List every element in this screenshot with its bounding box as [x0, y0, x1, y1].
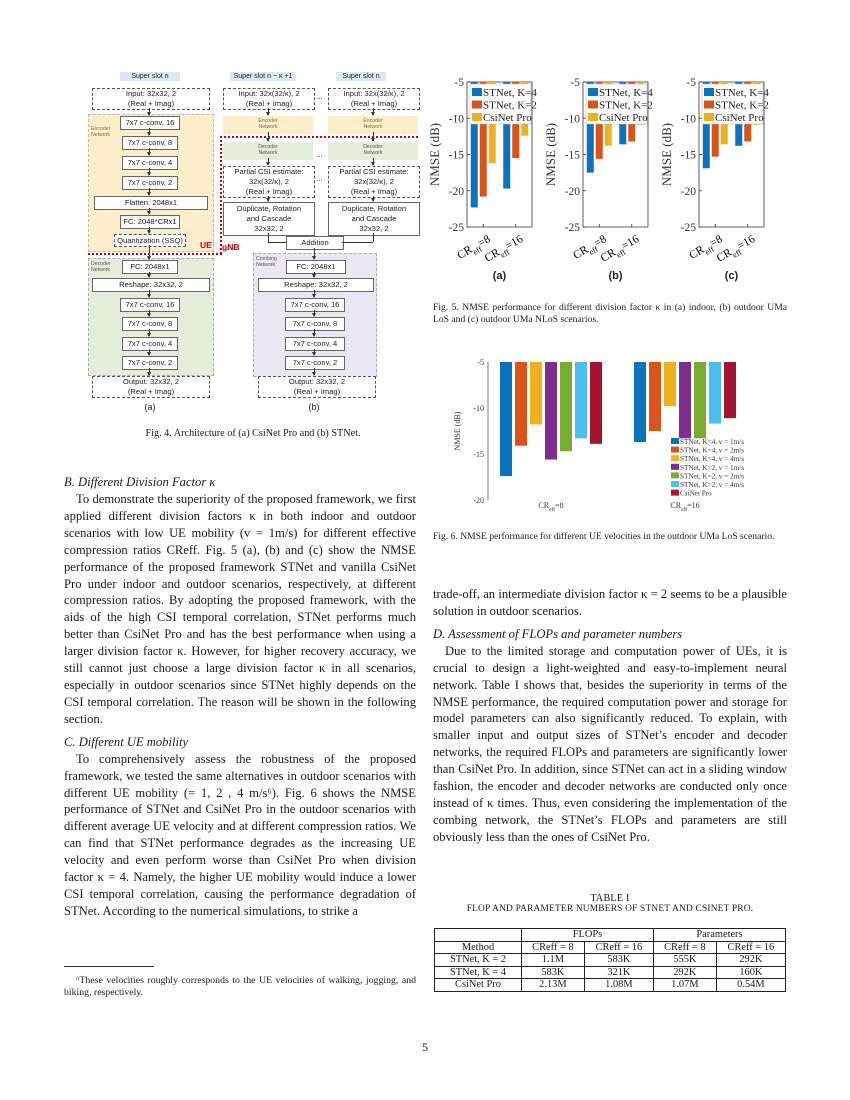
- table-group-header: Parameters: [653, 929, 785, 942]
- y-axis-label: NMSE (dB): [453, 411, 462, 451]
- decoder-layer: 7x7 c-conv, 2: [122, 356, 178, 370]
- output-box: Output: 32x32, 2 (Real + Imag): [258, 376, 376, 398]
- bar: [724, 362, 736, 418]
- chart-legend: [702, 84, 769, 124]
- input-box: Input: 32x(32/κ), 2 (Real + Imag): [328, 88, 420, 110]
- y-tick-label: -20: [473, 496, 484, 505]
- bar: [634, 362, 646, 442]
- right-column: [433, 586, 787, 846]
- decoder-layer: 7x7 c-conv, 8: [122, 317, 178, 331]
- y-tick-label: -5: [570, 77, 580, 89]
- y-tick-label: -20: [448, 185, 464, 198]
- svg-text:STNet, K=2, v = 1m/s: STNet, K=2, v = 1m/s: [680, 463, 745, 472]
- chart-legend: [586, 84, 653, 124]
- y-axis-label: NMSE (dB): [659, 122, 674, 187]
- svg-text:STNet, K=2, v = 2m/s: STNet, K=2, v = 2m/s: [680, 472, 745, 481]
- bar: [649, 362, 661, 431]
- y-tick-label: -10: [680, 113, 696, 126]
- continued-paragraph: trade-off, an intermediate division factor κ = 2 seems to be a plausible solution in outdoor scenarios.: [433, 587, 787, 618]
- fig4a-sublabel: (a): [144, 402, 156, 412]
- y-tick-label: -10: [564, 113, 580, 126]
- svg-text:STNet, K=2: STNet, K=2: [715, 99, 769, 112]
- encoder-layer: 7x7 c-conv, 8: [122, 136, 178, 150]
- y-tick-label: -20: [564, 185, 580, 198]
- y-tick-label: -5: [686, 77, 696, 89]
- bar: [709, 362, 721, 424]
- footnote: ⁶These velocities roughly corresponds to the UE velocities of walking, jogging, and biking, respectively.: [64, 975, 416, 998]
- svg-text:CsiNet Pro: CsiNet Pro: [715, 112, 764, 124]
- duplicate-rotation-box: Duplicate, Rotation and Cascade 32x32, 2: [328, 202, 420, 236]
- x-tick-label: $CR_{eff}=8$: [538, 501, 564, 513]
- chart-legend: [671, 438, 744, 498]
- x-tick-label: $CR_{eff}=8$: [455, 233, 493, 262]
- encoder-layer: 7x7 c-conv, 2: [122, 176, 178, 190]
- y-tick-label: -15: [448, 149, 464, 162]
- partial-csi-box: Partial CSI estimate: 32x(32/κ), 2 (Real + Imag): [328, 166, 420, 198]
- section-c-paragraph: To comprehensively assess the robustness of the proposed framework, we tested the same alternatives in outdoor scenarios with different UE mobility (= 1, 2 , 4 m/s⁶). Fig. 6 shows the NMSE performance of STNet and CsiNet Pro in the outdoor scenarios with different average UE velocity and at different compression ratios. We can find that STNet performance degrades as the increasing UE velocity and even perform worse than CsiNet Pro when division factor κ = 4. Namely, the higher UE mobility would induce a lower CSI temporal correlation, causing the performance degradation of STNet. According to the numerical simulations, to strike a: [64, 751, 416, 918]
- svg-text:STNet, K=2: STNet, K=2: [599, 99, 653, 112]
- combing-network-label: Combing Network: [256, 256, 277, 268]
- svg-text:STNet, K=4, v = 4m/s: STNet, K=4, v = 4m/s: [680, 455, 745, 464]
- combing-layer: 7x7 c-conv, 16: [285, 298, 345, 312]
- encoder-layer: 7x7 c-conv, 4: [122, 156, 178, 170]
- bar: [545, 362, 557, 460]
- bar: [575, 362, 587, 438]
- table-group-header: FLOPs: [522, 929, 654, 942]
- y-axis-label: NMSE (dB): [427, 122, 442, 187]
- decoder-layer: 7x7 c-conv, 16: [120, 298, 180, 312]
- decoder-network-label: Decoder Network: [91, 261, 111, 273]
- x-tick-label: $CR_{eff}=16$: [598, 233, 642, 265]
- x-tick-label: $CR_{eff}=16$: [670, 501, 700, 513]
- duplicate-rotation-box: Duplicate, Rotation and Cascade 32x32, 2: [223, 202, 315, 236]
- fig6-caption: Fig. 6. NMSE performance for different UE velocities in the outdoor UMa LoS scenario.: [433, 531, 775, 542]
- super-slot-label: Super slot n − κ +1: [230, 72, 296, 81]
- section-d-paragraph: Due to the limited storage and computation power of UEs, it is crucial to design a light-weighted and easy-to-implement neural network. Table I shows that, besides the superiority in terms of the NMSE performance, the required computation power and storage for model parameters can also significantly reduced. To explain, with smaller input and output sizes of STNet’s encoder and decoder networks, the required FLOPs and parameters are significantly lower than CsiNet Pro. In addition, since STNet can act in a sliding window fashion, the encoder and decoder networks are conducted only once instead of κ times. Thus, even considering the implementation of the combing network, the STNet’s FLOPs and parameters are still obviously less than the ones of CsiNet Pro.: [433, 643, 787, 844]
- fig5-charts: [425, 72, 795, 287]
- y-tick-label: -15: [564, 149, 580, 162]
- svg-text:CsiNet Pro: CsiNet Pro: [483, 112, 532, 124]
- y-tick-label: -5: [477, 358, 484, 367]
- svg-text:STNet, K=4: STNet, K=4: [483, 87, 537, 99]
- chart-fig5a: [427, 77, 537, 282]
- super-slot-label: Super slot n: [336, 72, 386, 81]
- encoder-network-box: Encoder Network: [328, 116, 418, 134]
- svg-text:STNet, K=2, v = 4m/s: STNet, K=2, v = 4m/s: [680, 481, 745, 489]
- svg-text:STNet, K=4: STNet, K=4: [599, 87, 653, 99]
- bar: [694, 362, 706, 438]
- chart-fig5c: [659, 77, 769, 282]
- svg-text:CsiNet Pro: CsiNet Pro: [680, 489, 712, 498]
- svg-text:CsiNet Pro: CsiNet Pro: [599, 112, 648, 124]
- subfigure-label: (a): [492, 270, 507, 282]
- svg-text:STNet, K=2: STNet, K=2: [483, 99, 537, 112]
- bar: [515, 362, 527, 446]
- encoder-layer: 7x7 c-conv, 16: [120, 116, 180, 130]
- combing-layer: 7x7 c-conv, 2: [285, 356, 345, 370]
- bar: [530, 362, 542, 425]
- y-tick-label: -10: [473, 404, 484, 413]
- output-box: Output: 32x32, 2 (Real + Imag): [92, 376, 210, 398]
- y-tick-label: -20: [680, 185, 696, 198]
- combing-layer: 7x7 c-conv, 8: [285, 317, 345, 331]
- svg-text:STNet, K=4, v = 2m/s: STNet, K=4, v = 2m/s: [680, 446, 745, 455]
- ue-label: UE: [200, 240, 212, 250]
- x-tick-label: $CR_{eff}=8$: [687, 233, 725, 262]
- svg-text:STNet, K=4: STNet, K=4: [715, 87, 769, 99]
- combing-fc-box: FC: 2048x1: [286, 260, 346, 274]
- fig5-caption: Fig. 5. NMSE performance for different division factor κ in (a) indoor, (b) outdoor UMa LoS and (c) outdoor UMa NLoS scenarios.: [433, 302, 787, 325]
- combing-layer: 7x7 c-conv, 4: [285, 337, 345, 351]
- reshape-box: Reshape: 32x32, 2: [258, 278, 374, 292]
- subfigure-label: (c): [724, 270, 739, 282]
- fig4-caption: Fig. 4. Architecture of (a) CsiNet Pro and (b) STNet.: [145, 428, 361, 439]
- table1-heading: [433, 893, 787, 914]
- subfigure-label: (b): [608, 270, 623, 282]
- chart-legend: [470, 84, 537, 124]
- partial-csi-box: Partial CSI estimate: 32x(32/κ), 2 (Real + Imag): [223, 166, 315, 198]
- bar: [590, 362, 602, 444]
- bar: [500, 362, 512, 476]
- table-header-row: Method CReff = 8 CReff = 16 CReff = 8 CReff = 16: [435, 941, 786, 954]
- x-tick-label: $CR_{eff}=16$: [714, 233, 758, 265]
- svg-text:STNet, K=4, v = 1m/s: STNet, K=4, v = 1m/s: [680, 438, 745, 446]
- flatten-box: Flatten: 2048x1: [94, 196, 208, 210]
- y-tick-label: -15: [680, 149, 696, 162]
- table1-title: FLOP AND PARAMETER NUMBERS OF STNET AND CSINET PRO.: [466, 904, 754, 914]
- y-axis-label: NMSE (dB): [543, 122, 558, 187]
- y-tick-label: -5: [454, 77, 464, 89]
- left-column: [64, 474, 416, 920]
- chart-fig5b: [543, 77, 653, 282]
- gnb-label: gNB: [222, 242, 240, 252]
- ue-gnb-boundary: [88, 253, 222, 255]
- section-b-title: B. Different Division Factor κ: [64, 475, 216, 489]
- super-slot-label: Super slot n: [120, 72, 180, 81]
- table1-label: TABLE I: [590, 893, 630, 904]
- x-tick-label: $CR_{eff}=16$: [482, 233, 526, 265]
- y-tick-label: -15: [473, 450, 484, 459]
- decoder-fc-box: FC: 2048x1: [122, 260, 178, 274]
- table-row: CsiNet Pro 2.13M 1.08M 1.07M 0.54M: [435, 979, 786, 992]
- table-row: STNet, K = 4 583K 321K 292K 160K: [435, 966, 786, 979]
- fc-box: FC: 2048*CRx1: [120, 215, 180, 229]
- table1: [434, 928, 786, 992]
- input-box: Input: 32x(32/κ), 2 (Real + Imag): [223, 88, 315, 110]
- y-tick-label: -25: [564, 222, 580, 234]
- y-tick-label: -25: [448, 222, 464, 234]
- reshape-box: Reshape: 32x32, 2: [92, 278, 210, 292]
- decoder-layer: 7x7 c-conv, 4: [122, 337, 178, 351]
- section-c-title: C. Different UE mobility: [64, 734, 189, 749]
- section-b-paragraph: To demonstrate the superiority of the proposed framework, we first applied different division factors κ in both indoor and outdoor scenarios with low UE mobility (v = 1m/s) for different effective compression ratios CReff. Fig. 5 (a), (b) and (c) show the NMSE performance of the proposed framework STNet and vanilla CsiNet Pro under indoor and outdoor scenarios, respectively, at different compression ratios. By adopting the proposed framework, with the aids of the high CSI temporal correlation, STNet performs much better than CsiNet Pro and has the best performance when using a larger division factor κ. However, for higher recovery accuracy, we still cannot just choose a large division factor κ in all scenarios, especially in outdoor scenarios since STNet highly depends on the CSI temporal correlation. The reason will be shown in the following section.: [64, 492, 416, 726]
- fig4b-sublabel: (b): [308, 402, 320, 412]
- input-subtext: (Real + Imag): [127, 99, 175, 108]
- input-text: Input: 32x32, 2: [125, 89, 177, 98]
- x-tick-label: $CR_{eff}=8$: [571, 233, 609, 262]
- table-row: STNet, K = 2 1.1M 583K 555K 292K: [435, 954, 786, 967]
- fig6-chart: [440, 352, 790, 522]
- addition-box: Addition: [286, 236, 344, 250]
- decoder-network-box: Decoder Network: [223, 142, 313, 160]
- quantization-box: Quantization (SSQ): [114, 234, 186, 247]
- encoder-network-box: Encoder Network: [223, 116, 313, 134]
- input-box: [92, 88, 210, 110]
- page-number: 5: [422, 1040, 428, 1054]
- y-tick-label: -10: [448, 113, 464, 126]
- bar: [664, 362, 676, 406]
- fig4-architecture-diagram: Super slot n Input: 32x32, 2 (Real + Imag) Encoder Network 7x7 c-conv, 16 7x7 c-conv, 8 7x7 c-conv, 4 7x7 c-conv, 2 Flatten: 2048x1 FC: 2048*CRx1 Quantization (SSQ) Decoder Network FC: 2048x1 Reshape: 32x32, 2 7x7 c-conv, 16 7x7 c-conv, 8 7x7 c-conv, 4 7x7 c-conv, 2 Output: 32x32, 2 (Real + Imag) (a) UE gNB Super slot n − κ +1 Super slot n Input: 32x(32/κ), 2 (Real + Imag) ... Input: 32x(32/κ), 2 (Real + Imag) Encoder Network Encoder Network Decoder Network ... Decoder Network Partial CSI estimate: 32x(32/κ), 2 (Real + Imag) ... Partial CSI estimate: 32x(32/κ), 2 (Real + Imag) Duplicate, Rotation and Cascade 32x32, 2 Duplicate, Rotation and Cascade 32x32, 2 Addition Combing Network FC: 2048x1 Reshape: 32x32, 2 7x7 c-conv, 16 7x7 c-conv, 8 7x7 c-conv, 4 7x7 c-conv, 2 Output: 32x32, 2 (Real + Imag) (b): [88, 70, 418, 415]
- y-tick-label: -25: [680, 222, 696, 234]
- bar: [560, 362, 572, 451]
- section-d-title: D. Assessment of FLOPs and parameter numbers: [433, 626, 683, 641]
- decoder-network-box: Decoder Network: [328, 142, 418, 160]
- footnote-rule: [64, 966, 154, 967]
- bar: [679, 362, 691, 438]
- encoder-network-label: Encoder Network: [91, 126, 111, 138]
